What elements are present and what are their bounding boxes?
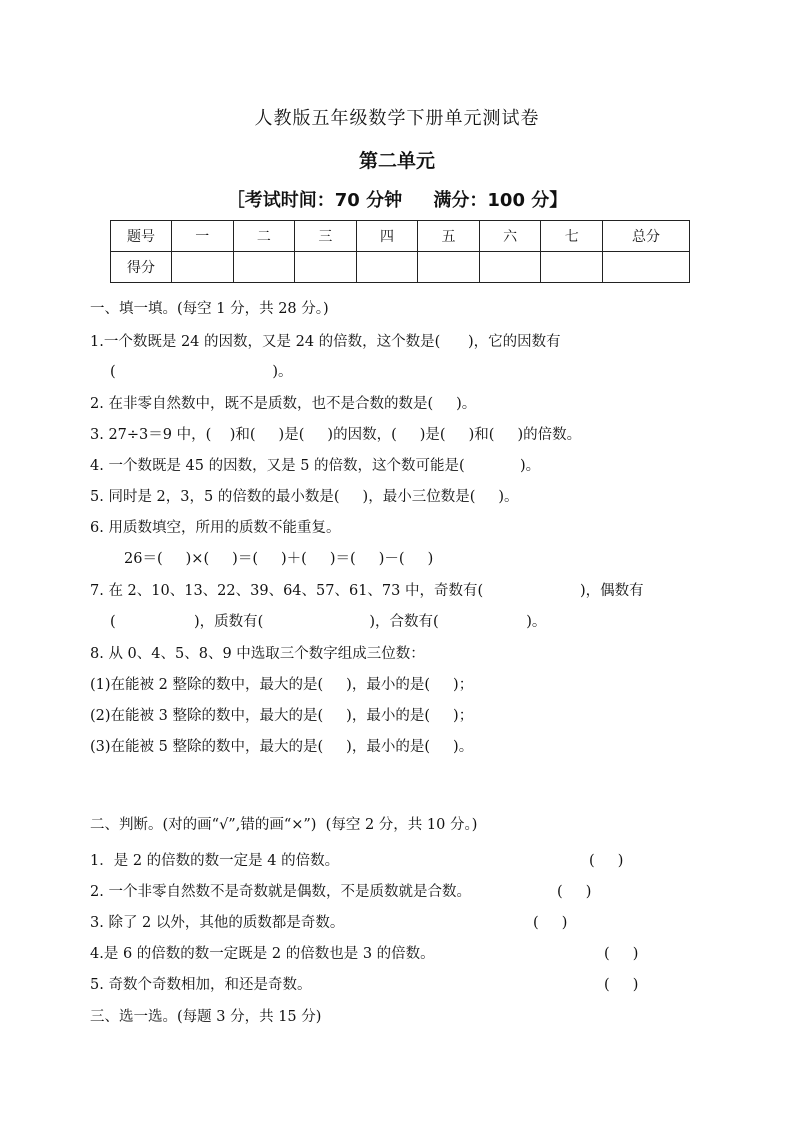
table-cell: 五 — [418, 221, 480, 252]
score-input-cell[interactable] — [295, 252, 357, 283]
question-text: 2. 在非零自然数中，既不是质数，也不是合数的数是( )。 — [90, 396, 477, 412]
question-text: 7. 在 2、10、13、22、39、64、57、61、73 中，奇数有( )，偶数有 — [90, 583, 644, 599]
question-text: (1)在能被 2 整除的数中，最大的是( )，最小的是( )； — [90, 677, 474, 693]
question-text: 1.一个数既是 24 的因数，又是 24 的倍数，这个数是( )，它的因数有 — [90, 334, 561, 350]
table-cell: 总分 — [603, 221, 690, 252]
score-table-header-row — [111, 221, 690, 252]
score-input-cell[interactable] — [356, 252, 418, 283]
table-cell: 二 — [233, 221, 295, 252]
judge-item: 5. 奇数个奇数相加，和还是奇数。 — [90, 977, 312, 993]
unit-title: 第二单元 — [358, 150, 435, 172]
answer-paren[interactable]: ( ) — [604, 977, 639, 993]
answer-paren[interactable]: ( ) — [589, 853, 624, 869]
score-input-cell[interactable] — [233, 252, 295, 283]
table-cell: 四 — [356, 221, 418, 252]
section-heading: 一、填一填。(每空 1 分，共 28 分。) — [90, 301, 329, 317]
table-cell: 得分 — [111, 252, 172, 283]
exam-info: ［考试时间：70 分钟 满分：100 分】 — [226, 190, 568, 211]
score-input-cell[interactable] — [479, 252, 541, 283]
table-cell: 题号 — [111, 221, 172, 252]
judge-item: 1．是 2 的倍数的数一定是 4 的倍数。 — [90, 853, 340, 869]
question-text: (2)在能被 3 整除的数中，最大的是( )，最小的是( )； — [90, 708, 474, 724]
answer-paren[interactable]: ( ) — [604, 946, 639, 962]
table-cell: 三 — [295, 221, 357, 252]
score-input-cell[interactable] — [172, 252, 234, 283]
table-cell: 七 — [541, 221, 603, 252]
question-text: 6. 用质数填空，所用的质数不能重复。 — [90, 520, 341, 536]
answer-paren[interactable]: ( ) — [557, 884, 592, 900]
judge-item: 4.是 6 的倍数的数一定既是 2 的倍数也是 3 的倍数。 — [90, 946, 435, 962]
question-text: 3. 27÷3＝9 中，( )和( )是( )的因数，( )是( )和( )的倍数。 — [90, 427, 582, 443]
answer-paren[interactable]: ( ) — [533, 915, 568, 931]
question-text: 5. 同时是 2，3，5 的倍数的最小数是( )，最小三位数是( )。 — [90, 489, 519, 505]
score-table — [110, 220, 690, 283]
score-table-score-row — [111, 252, 690, 283]
score-input-cell[interactable] — [541, 252, 603, 283]
question-text: 4. 一个数既是 45 的因数，又是 5 的倍数，这个数可能是( )。 — [90, 458, 541, 474]
question-text: ( )。 — [110, 364, 293, 380]
question-text: ( )，质数有( )，合数有( )。 — [110, 614, 547, 630]
score-input-cell[interactable] — [603, 252, 690, 283]
table-cell: 一 — [172, 221, 234, 252]
score-input-cell[interactable] — [418, 252, 480, 283]
section-heading: 二、判断。(对的画“√”,错的画“×”) (每空 2 分，共 10 分。) — [90, 817, 478, 833]
section-heading: 三、选一选。(每题 3 分，共 15 分) — [90, 1009, 322, 1025]
equation-line: 26＝( )×( )＝( )＋( )＝( )－( ) — [124, 551, 434, 567]
judge-item: 3. 除了 2 以外，其他的质数都是奇数。 — [90, 915, 345, 931]
table-cell: 六 — [479, 221, 541, 252]
question-text: 8. 从 0、4、5、8、9 中选取三个数字组成三位数： — [90, 646, 425, 662]
paper-title: 人教版五年级数学下册单元测试卷 — [254, 108, 540, 129]
question-text: (3)在能被 5 整除的数中，最大的是( )，最小的是( )。 — [90, 739, 474, 755]
judge-item: 2. 一个非零自然数不是奇数就是偶数，不是质数就是合数。 — [90, 884, 471, 900]
